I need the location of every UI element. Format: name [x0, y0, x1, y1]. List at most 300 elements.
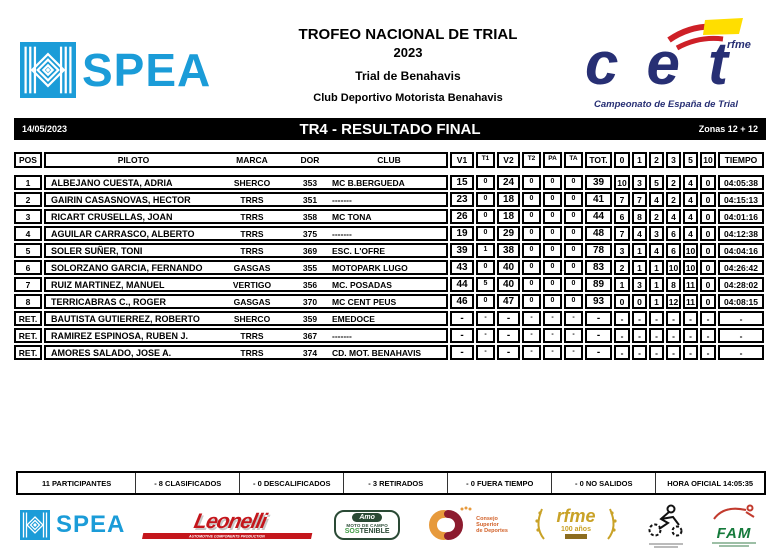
ta-cell: 0 [564, 192, 583, 207]
total-cell: 48 [585, 226, 612, 241]
pilot-cell [44, 192, 448, 207]
table-row [14, 243, 766, 258]
v2-cell: - [497, 311, 520, 326]
count-5-cell: - [683, 311, 698, 326]
dorsal-number: 370 [302, 296, 318, 307]
pos-cell: 8 [14, 294, 42, 309]
v2-cell: 40 [497, 260, 520, 275]
pilot-cell [44, 328, 448, 343]
dorsal-number: 367 [302, 330, 318, 341]
t1-cell: - [476, 328, 495, 343]
count-1-cell: - [632, 345, 647, 360]
pos-cell: 3 [14, 209, 42, 224]
title-bar [14, 118, 766, 140]
time-cell: 04:04:16 [718, 243, 764, 258]
count-3-cell: 2 [666, 175, 681, 190]
pilot-cell [44, 277, 448, 292]
t2-cell: 0 [522, 243, 541, 258]
club-name: ESC. L'OFRE [332, 245, 386, 256]
pa-cell: 0 [543, 260, 562, 275]
total-cell: - [585, 328, 612, 343]
leonelli-tagline: AUTOMOTIVE COMPONENTS PRODUCTION [189, 533, 266, 539]
rfme-100-logo-icon [528, 503, 624, 543]
count-5-cell: - [683, 328, 698, 343]
count-1-cell: 4 [632, 226, 647, 241]
count-2-cell: 2 [649, 209, 664, 224]
t2-cell: 0 [522, 226, 541, 241]
fam-name: FAM [716, 525, 752, 542]
dorsal-number: 359 [302, 313, 318, 324]
sostenible-tenible: TENIBLE [359, 528, 390, 535]
total-cell: 39 [585, 175, 612, 190]
stat-retirados: - 3 RETIRADOS [343, 473, 447, 493]
count-5-cell: 10 [683, 260, 698, 275]
csd-line3: de Deportes [476, 528, 508, 534]
total-cell: 41 [585, 192, 612, 207]
table-row [14, 209, 766, 224]
event-title: TROFEO NACIONAL DE TRIAL [298, 26, 518, 43]
stat-no-salidos: - 0 NO SALIDOS [551, 473, 655, 493]
pa-cell: 0 [543, 226, 562, 241]
svg-text:100 años: 100 años [560, 525, 591, 533]
t1-cell: 0 [476, 209, 495, 224]
count-3-cell: 6 [666, 243, 681, 258]
brand-name: SHERCO [233, 177, 271, 188]
count-1-cell: 1 [632, 260, 647, 275]
total-cell: 44 [585, 209, 612, 224]
count-3-cell: 6 [666, 226, 681, 241]
pos-cell: RET. [14, 311, 42, 326]
svg-text:rfme: rfme [556, 505, 596, 526]
header-marca: MARCA [236, 155, 268, 165]
csd-logo [420, 506, 508, 544]
pa-cell: 0 [543, 243, 562, 258]
event-organizer: Club Deportivo Motorista Benahavis [313, 92, 503, 104]
time-cell: 04:08:15 [718, 294, 764, 309]
pos-cell: 5 [14, 243, 42, 258]
pilot-name: SOLER SUÑER, TONI [51, 245, 143, 256]
brand-name: GASGAS [233, 296, 271, 307]
sostenible-line2 [337, 528, 397, 536]
stat-descalificados: - 0 DESCALIFICADOS [239, 473, 343, 493]
pilot-cell [44, 209, 448, 224]
header-count-1: 1 [632, 152, 647, 168]
club-name: MC. POSADAS [332, 279, 392, 290]
header-v1: V1 [450, 152, 474, 168]
total-cell: 89 [585, 277, 612, 292]
table-row [14, 175, 766, 190]
event-name: Trial de Benahavis [355, 69, 461, 83]
stat-fuera-tiempo: - 0 FUERA TIEMPO [447, 473, 551, 493]
count-1-cell: 8 [632, 209, 647, 224]
brand-name: TRRS [240, 245, 264, 256]
stat-participantes: 11 PARTICIPANTES [41, 478, 112, 488]
zones-label: Zonas 12 + 12 [698, 124, 758, 134]
count-0-cell: 7 [614, 226, 630, 241]
t1-cell: 0 [476, 294, 495, 309]
dorsal-number: 351 [302, 194, 318, 205]
count-5-cell: 4 [683, 226, 698, 241]
table-row [14, 192, 766, 207]
pilot-cell [44, 260, 448, 275]
pilot-name: RAMIREZ ESPINOSA, RUBEN J. [51, 330, 189, 341]
ta-cell: 0 [564, 175, 583, 190]
brand-name: GASGAS [233, 262, 271, 273]
club-name: MC B.BERGUEDA [332, 177, 405, 188]
count-5-cell: 10 [683, 243, 698, 258]
ta-cell: 0 [564, 243, 583, 258]
count-3-cell: 10 [666, 260, 681, 275]
pilot-name: GAIRIN CASASNOVAS, HECTOR [51, 194, 191, 205]
pa-cell: 0 [543, 294, 562, 309]
dorsal-number: 358 [302, 211, 318, 222]
v2-cell: 18 [497, 209, 520, 224]
v1-cell: 39 [450, 243, 474, 258]
header-t2: T2 [522, 152, 541, 168]
club-name: MC TONA [332, 211, 372, 222]
count-10-cell: - [700, 311, 716, 326]
header-club: CLUB [377, 155, 401, 165]
pilot-name: AGUILAR CARRASCO, ALBERTO [51, 228, 195, 239]
results-rows [14, 175, 766, 360]
pilot-name: TERRICABRAS C., ROGER [51, 296, 167, 307]
moto-sostenible-badge [334, 510, 400, 540]
pilot-name: ALBEJANO CUESTA, ADRIA [51, 177, 173, 188]
dorsal-number: 355 [302, 262, 318, 273]
stat-clasificados: - 8 CLASIFICADOS [135, 473, 239, 493]
count-0-cell: 10 [614, 175, 630, 190]
t2-cell: 0 [522, 175, 541, 190]
spea-footer-logo-icon [20, 510, 50, 540]
table-header-row [14, 152, 766, 168]
count-10-cell: - [700, 328, 716, 343]
event-year: 2023 [393, 45, 423, 60]
pilot-cell [44, 243, 448, 258]
header-t1: T1 [476, 152, 495, 168]
t2-cell: 0 [522, 277, 541, 292]
spea-footer-text: SPEA [56, 511, 126, 538]
v1-cell: 23 [450, 192, 474, 207]
count-0-cell: - [614, 345, 630, 360]
motocross-rider-icon [644, 503, 688, 537]
pilot-name: AMORES SALADO, JOSE A. [51, 347, 172, 358]
pos-cell: 2 [14, 192, 42, 207]
count-2-cell: 4 [649, 243, 664, 258]
header-tot: TOT. [585, 152, 612, 168]
v2-cell: 40 [497, 277, 520, 292]
pos-cell: 7 [14, 277, 42, 292]
count-1-cell: - [632, 328, 647, 343]
ta-cell: 0 [564, 226, 583, 241]
count-0-cell: 7 [614, 192, 630, 207]
count-1-cell: 3 [632, 175, 647, 190]
v1-cell: - [450, 311, 474, 326]
header-dor: DOR [300, 155, 320, 165]
header-count-5: 5 [683, 152, 698, 168]
leonelli-logo [142, 511, 317, 539]
v2-cell: - [497, 345, 520, 360]
spea-logo-icon [20, 42, 76, 98]
brand-name: SHERCO [233, 313, 271, 324]
svg-text:cet: cet [585, 30, 725, 97]
header-piloto: PILOTO [117, 155, 150, 165]
count-0-cell: - [614, 311, 630, 326]
header-tiempo: TIEMPO [718, 152, 764, 168]
v1-cell: 15 [450, 175, 474, 190]
fam-rider-icon [708, 503, 760, 521]
rider-caption-lines [644, 543, 688, 548]
t2-cell: - [522, 345, 541, 360]
t2-cell: 0 [522, 260, 541, 275]
t1-cell: - [476, 311, 495, 326]
t2-cell: 0 [522, 192, 541, 207]
club-name: ------- [332, 228, 352, 239]
count-1-cell: 0 [632, 294, 647, 309]
count-5-cell: - [683, 345, 698, 360]
count-2-cell: - [649, 311, 664, 326]
v1-cell: 26 [450, 209, 474, 224]
stats-bar [16, 471, 766, 495]
brand-name: TRRS [240, 211, 264, 222]
v1-cell: - [450, 328, 474, 343]
pilot-cell [44, 311, 448, 326]
count-1-cell: 3 [632, 277, 647, 292]
dorsal-number: 353 [302, 177, 318, 188]
total-cell: - [585, 345, 612, 360]
club-name: ------- [332, 330, 352, 341]
count-10-cell: 0 [700, 294, 716, 309]
pa-cell: 0 [543, 175, 562, 190]
v2-cell: - [497, 328, 520, 343]
leonelli-name: Leonelli [192, 510, 269, 533]
brand-name: TRRS [240, 194, 264, 205]
time-cell: - [718, 345, 764, 360]
spea-logo [20, 14, 250, 118]
sheet-title: TR4 - RESULTADO FINAL [299, 120, 481, 138]
amo-script: Amo [352, 513, 382, 522]
header-pilot-group [44, 152, 448, 168]
ta-cell: 0 [564, 294, 583, 309]
time-cell: 04:26:42 [718, 260, 764, 275]
ta-cell: 0 [564, 209, 583, 224]
pilot-name: RUIZ MARTINEZ, MANUEL [51, 279, 165, 290]
count-5-cell: 4 [683, 209, 698, 224]
club-name: MOTOPARK LUGO [332, 262, 408, 273]
table-row [14, 277, 766, 292]
v2-cell: 38 [497, 243, 520, 258]
t1-cell: 0 [476, 226, 495, 241]
count-1-cell: 1 [632, 243, 647, 258]
club-name: MC CENT PEUS [332, 296, 397, 307]
t2-cell: - [522, 311, 541, 326]
pilot-name: BAUTISTA GUTIERREZ, ROBERTO [51, 313, 200, 324]
table-row [14, 294, 766, 309]
header-count-2: 2 [649, 152, 664, 168]
time-cell: - [718, 311, 764, 326]
pilot-cell [44, 226, 448, 241]
csd-line1: Consejo [476, 516, 498, 522]
fam-logo [708, 503, 760, 547]
fam-caption-lines [708, 542, 760, 547]
brand-name: TRRS [240, 347, 264, 358]
count-0-cell: 0 [614, 294, 630, 309]
header-ta: TA [564, 152, 583, 168]
pilot-cell [44, 175, 448, 190]
count-2-cell: 4 [649, 192, 664, 207]
spea-logo-text: SPEA [82, 44, 212, 96]
cet-subtitle: Campeonato de España de Trial [594, 99, 738, 110]
count-10-cell: 0 [700, 226, 716, 241]
time-cell: 04:01:16 [718, 209, 764, 224]
count-3-cell: 12 [666, 294, 681, 309]
count-0-cell: 2 [614, 260, 630, 275]
v1-cell: 43 [450, 260, 474, 275]
count-3-cell: 4 [666, 209, 681, 224]
total-cell: 78 [585, 243, 612, 258]
count-2-cell: 1 [649, 260, 664, 275]
club-name: EMEDOCE [332, 313, 375, 324]
event-date: 14/05/2023 [22, 124, 68, 134]
total-cell: 93 [585, 294, 612, 309]
v2-cell: 47 [497, 294, 520, 309]
count-0-cell: - [614, 328, 630, 343]
sostenible-sos: SOS [344, 528, 360, 535]
page-header [0, 0, 780, 118]
dorsal-number: 374 [302, 347, 318, 358]
count-10-cell: 0 [700, 192, 716, 207]
count-10-cell: - [700, 345, 716, 360]
pilot-name: RICART CRUSELLAS, JOAN [51, 211, 173, 222]
t1-cell: 0 [476, 192, 495, 207]
total-cell: - [585, 311, 612, 326]
cet-logo-icon [577, 18, 755, 98]
count-10-cell: 0 [700, 260, 716, 275]
dorsal-number: 369 [302, 245, 318, 256]
v2-cell: 18 [497, 192, 520, 207]
cet-logo [566, 14, 766, 118]
table-row [14, 311, 766, 326]
count-2-cell: 1 [649, 277, 664, 292]
t1-cell: - [476, 345, 495, 360]
ta-cell: 0 [564, 260, 583, 275]
t1-cell: 0 [476, 260, 495, 275]
time-cell: 04:28:02 [718, 277, 764, 292]
brand-name: TRRS [240, 228, 264, 239]
csd-line2: Superior [476, 522, 499, 528]
ta-cell: - [564, 328, 583, 343]
pilot-name: SOLORZANO GARCIA, FERNANDO [51, 262, 203, 273]
pilot-cell [44, 345, 448, 360]
t2-cell: 0 [522, 209, 541, 224]
pos-cell: RET. [14, 345, 42, 360]
header-count-0: 0 [614, 152, 630, 168]
ta-cell: - [564, 345, 583, 360]
count-3-cell: - [666, 311, 681, 326]
count-3-cell: - [666, 328, 681, 343]
pa-cell: 0 [543, 209, 562, 224]
count-0-cell: 1 [614, 277, 630, 292]
brand-name: TRRS [240, 330, 264, 341]
header-pa: PA [543, 152, 562, 168]
pos-cell: 4 [14, 226, 42, 241]
table-row [14, 226, 766, 241]
pa-cell: - [543, 345, 562, 360]
time-cell: 04:15:13 [718, 192, 764, 207]
brand-name: VERTIGO [232, 279, 272, 290]
count-5-cell: 4 [683, 192, 698, 207]
header-v2: V2 [497, 152, 520, 168]
count-1-cell: - [632, 311, 647, 326]
pa-cell: - [543, 328, 562, 343]
count-3-cell: - [666, 345, 681, 360]
count-10-cell: 0 [700, 209, 716, 224]
v1-cell: - [450, 345, 474, 360]
sponsor-row [20, 505, 760, 545]
pa-cell: - [543, 311, 562, 326]
rfme-100-logo [528, 503, 624, 548]
table-row [14, 345, 766, 360]
v1-cell: 19 [450, 226, 474, 241]
table-row [14, 260, 766, 275]
t1-cell: 5 [476, 277, 495, 292]
count-10-cell: 0 [700, 175, 716, 190]
t1-cell: 1 [476, 243, 495, 258]
count-1-cell: 7 [632, 192, 647, 207]
t2-cell: 0 [522, 294, 541, 309]
pa-cell: 0 [543, 192, 562, 207]
club-name: ------- [332, 194, 352, 205]
ta-cell: - [564, 311, 583, 326]
event-titles [250, 14, 566, 118]
count-3-cell: 8 [666, 277, 681, 292]
count-3-cell: 2 [666, 192, 681, 207]
pilot-cell [44, 294, 448, 309]
pos-cell: RET. [14, 328, 42, 343]
count-0-cell: 6 [614, 209, 630, 224]
count-5-cell: 11 [683, 277, 698, 292]
leonelli-tagline-bar [142, 533, 312, 539]
count-2-cell: 3 [649, 226, 664, 241]
csd-text [476, 516, 508, 534]
count-2-cell: 5 [649, 175, 664, 190]
spea-footer-logo [20, 510, 125, 540]
dorsal-number: 375 [302, 228, 318, 239]
stat-hora-oficial: HORA OFICIAL 14:05:35 [655, 473, 764, 493]
v2-cell: 29 [497, 226, 520, 241]
t2-cell: - [522, 328, 541, 343]
csd-logo-icon [420, 506, 472, 544]
header-count-3: 3 [666, 152, 681, 168]
time-cell: 04:05:38 [718, 175, 764, 190]
count-2-cell: - [649, 328, 664, 343]
t1-cell: 0 [476, 175, 495, 190]
count-0-cell: 3 [614, 243, 630, 258]
results-table [14, 152, 766, 360]
svg-text:rfme: rfme [727, 39, 751, 51]
dorsal-number: 356 [302, 279, 318, 290]
time-cell: 04:12:38 [718, 226, 764, 241]
benahavis-rider-logo [644, 503, 688, 548]
header-pos: POS [14, 152, 42, 168]
count-10-cell: 0 [700, 243, 716, 258]
count-2-cell: - [649, 345, 664, 360]
time-cell: - [718, 328, 764, 343]
header-count-10: 10 [700, 152, 716, 168]
total-cell: 83 [585, 260, 612, 275]
v2-cell: 24 [497, 175, 520, 190]
count-10-cell: 0 [700, 277, 716, 292]
pos-cell: 6 [14, 260, 42, 275]
